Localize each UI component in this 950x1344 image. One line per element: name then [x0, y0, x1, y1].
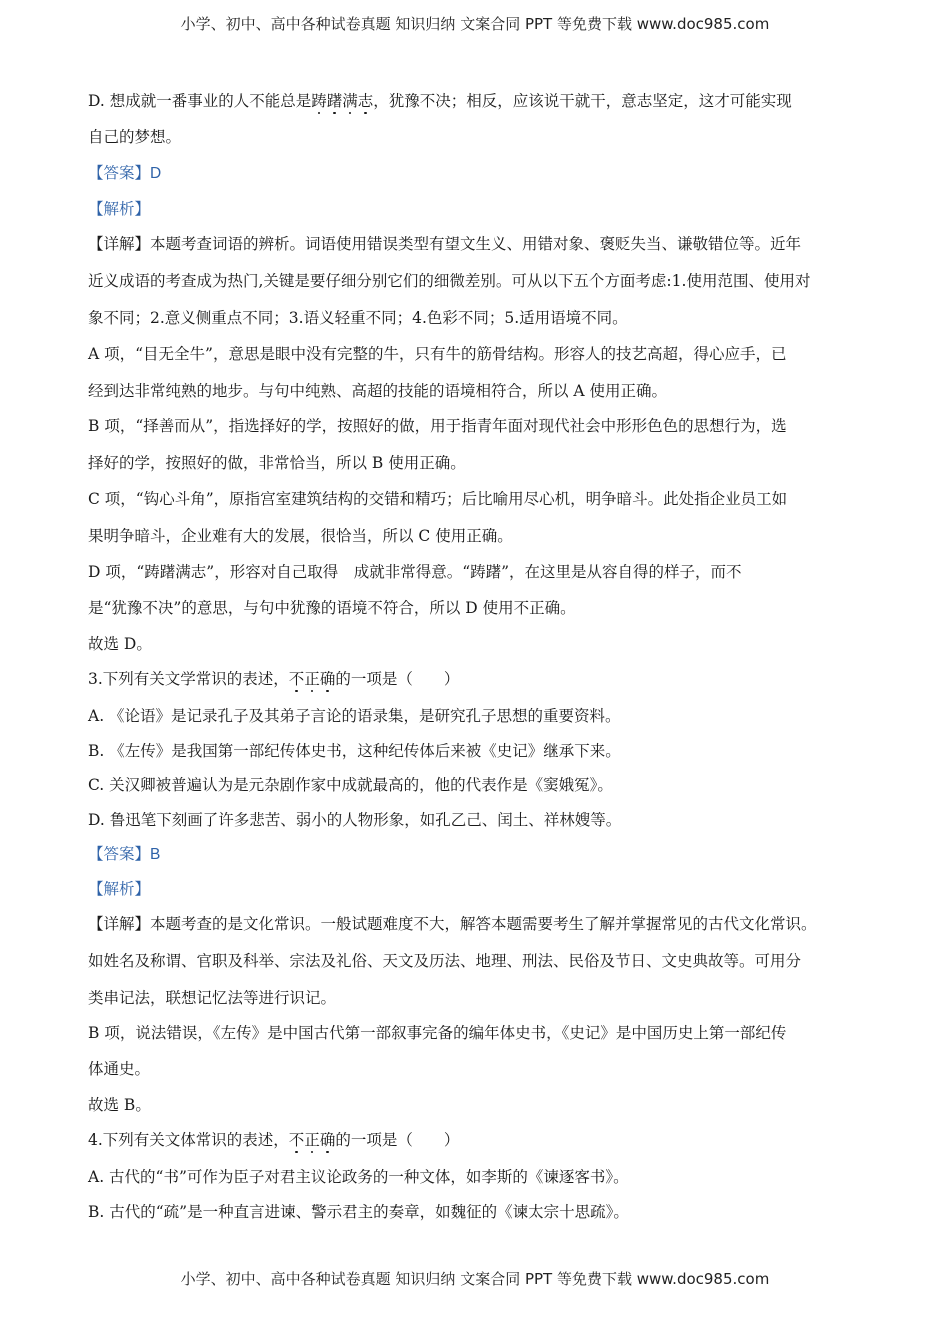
- emphasis-char: 确: [319, 1131, 336, 1149]
- answer-line: [88, 843, 160, 866]
- option-line: D. 鲁迅笔下刻画了许多悲苦、弱小的人物形象，如孔乙己、闰土、祥林嫂等。: [88, 811, 622, 829]
- option-d-line: [88, 90, 792, 112]
- page-header: 小学、初中、高中各种试卷真题 知识归纳 文案合同 PPT 等免费下载 www.doc985.com: [180, 15, 770, 33]
- text-line: 故选 D。: [88, 635, 152, 653]
- text-line: 故选 B。: [88, 1096, 151, 1114]
- analysis-tag: 【解析】: [88, 880, 151, 898]
- option-line: B. 《左传》是我国第一部纪传体史书，这种纪传体后来被《史记》继承下来。: [88, 742, 621, 760]
- answer-value: D: [150, 165, 162, 182]
- answer-value: B: [150, 846, 161, 863]
- emphasis-char: 满: [342, 92, 358, 110]
- emphasis-char: 志: [357, 92, 374, 110]
- option-d-post: ，犹豫不决；相反，应该说干就干，意志坚定，这才可能实现: [373, 92, 792, 110]
- text-line: 近义成语的考查成为热门,关键是要仔细分别它们的细微差别。可从以下五个方面考虑:1.使用范围、使用对: [88, 272, 811, 290]
- emphasis-char: 踌: [311, 92, 327, 110]
- option-line: A. 《论语》是记录孔子及其弟子言论的语录集，是研究孔子思想的重要资料。: [88, 707, 621, 725]
- emphasis-char: 确: [319, 670, 336, 688]
- answer-tag: 【答案】: [88, 845, 151, 863]
- question-3: [88, 668, 459, 690]
- emphasis-char: 正: [304, 1131, 320, 1149]
- text-line: D 项，“踌躇满志”，形容对自己取得 成就非常得意。“踌躇”，在这里是从容自得的样子，而不: [88, 563, 742, 581]
- text-line: 果明争暗斗，企业难有大的发展，很恰当，所以 C 使用正确。: [88, 527, 513, 545]
- text-line: A 项，“目无全牛”，意思是眼中没有完整的牛，只有牛的筋骨结构。形容人的技艺高超，得心应手，已: [88, 345, 787, 363]
- analysis-tag: 【解析】: [88, 200, 151, 218]
- text-line: C 项，“钩心斗角”，原指宫室建筑结构的交错和精巧；后比喻用尽心机，明争暗斗。此处指企业员工如: [88, 490, 788, 508]
- emphasis-char: 不: [288, 670, 305, 688]
- option-line: A. 古代的“书”可作为臣子对君主议论政务的一种文体，如李斯的《谏逐客书》。: [88, 1168, 629, 1186]
- answer-line: [88, 162, 161, 185]
- answer-tag: 【答案】: [88, 164, 151, 182]
- page-footer: 小学、初中、高中各种试卷真题 知识归纳 文案合同 PPT 等免费下载 www.doc985.com: [180, 1270, 770, 1288]
- text-line: 【详解】本题考查词语的辨析。词语使用错误类型有望文生义、用错对象、褒贬失当、谦敬错位等。近年: [88, 235, 802, 253]
- question-4-pre: 4.下列有关文体常识的表述，: [88, 1131, 289, 1149]
- question-3-post: 的一项是（ ）: [335, 670, 460, 688]
- question-4: [88, 1129, 459, 1151]
- text-line: B 项，“择善而从”，指选择好的学，按照好的做，用于指青年面对现代社会中形形色色的思想行为，选: [88, 417, 787, 435]
- option-line: B. 古代的“疏”是一种直言进谏、警示君主的奏章，如魏征的《谏太宗十思疏》。: [88, 1203, 629, 1221]
- text-line: 是“犹豫不决”的意思，与句中犹豫的语境不符合，所以 D 使用不正确。: [88, 599, 576, 617]
- text-line: 【详解】本题考查的是文化常识。一般试题难度不大，解答本题需要考生了解并掌握常见的古代文化常识。: [88, 915, 817, 933]
- emphasis-char: 正: [304, 670, 320, 688]
- option-line: C. 关汉卿被普遍认为是元杂剧作家中成就最高的，他的代表作是《窦娥冤》。: [88, 776, 613, 794]
- question-4-post: 的一项是（ ）: [335, 1131, 460, 1149]
- text-line: 择好的学，按照好的做，非常恰当，所以 B 使用正确。: [88, 454, 466, 472]
- emphasis-char: 躇: [326, 92, 343, 110]
- text-line: 经到达非常纯熟的地步。与句中纯熟、高超的技能的语境相符合，所以 A 使用正确。: [88, 382, 668, 400]
- text-line: B 项，说法错误，《左传》是中国古代第一部叙事完备的编年体史书，《史记》是中国历史上第一部纪传: [88, 1024, 787, 1042]
- text-line: 如姓名及称谓、官职及科举、宗法及礼俗、天文及历法、地理、刑法、民俗及节日、文史典故等。可用分: [88, 952, 802, 970]
- text-line: 自己的梦想。: [88, 128, 182, 146]
- text-line: 体通史。: [88, 1060, 151, 1078]
- emphasis-char: 不: [288, 1131, 305, 1149]
- option-d-pre: D. 想成就一番事业的人不能总是: [88, 92, 312, 110]
- text-line: 类串记法，联想记忆法等进行识记。: [88, 989, 337, 1007]
- question-3-pre: 3.下列有关文学常识的表述，: [88, 670, 289, 688]
- text-line: 象不同；2.意义侧重点不同；3.语义轻重不同；4.色彩不同；5.适用语境不同。: [88, 309, 628, 327]
